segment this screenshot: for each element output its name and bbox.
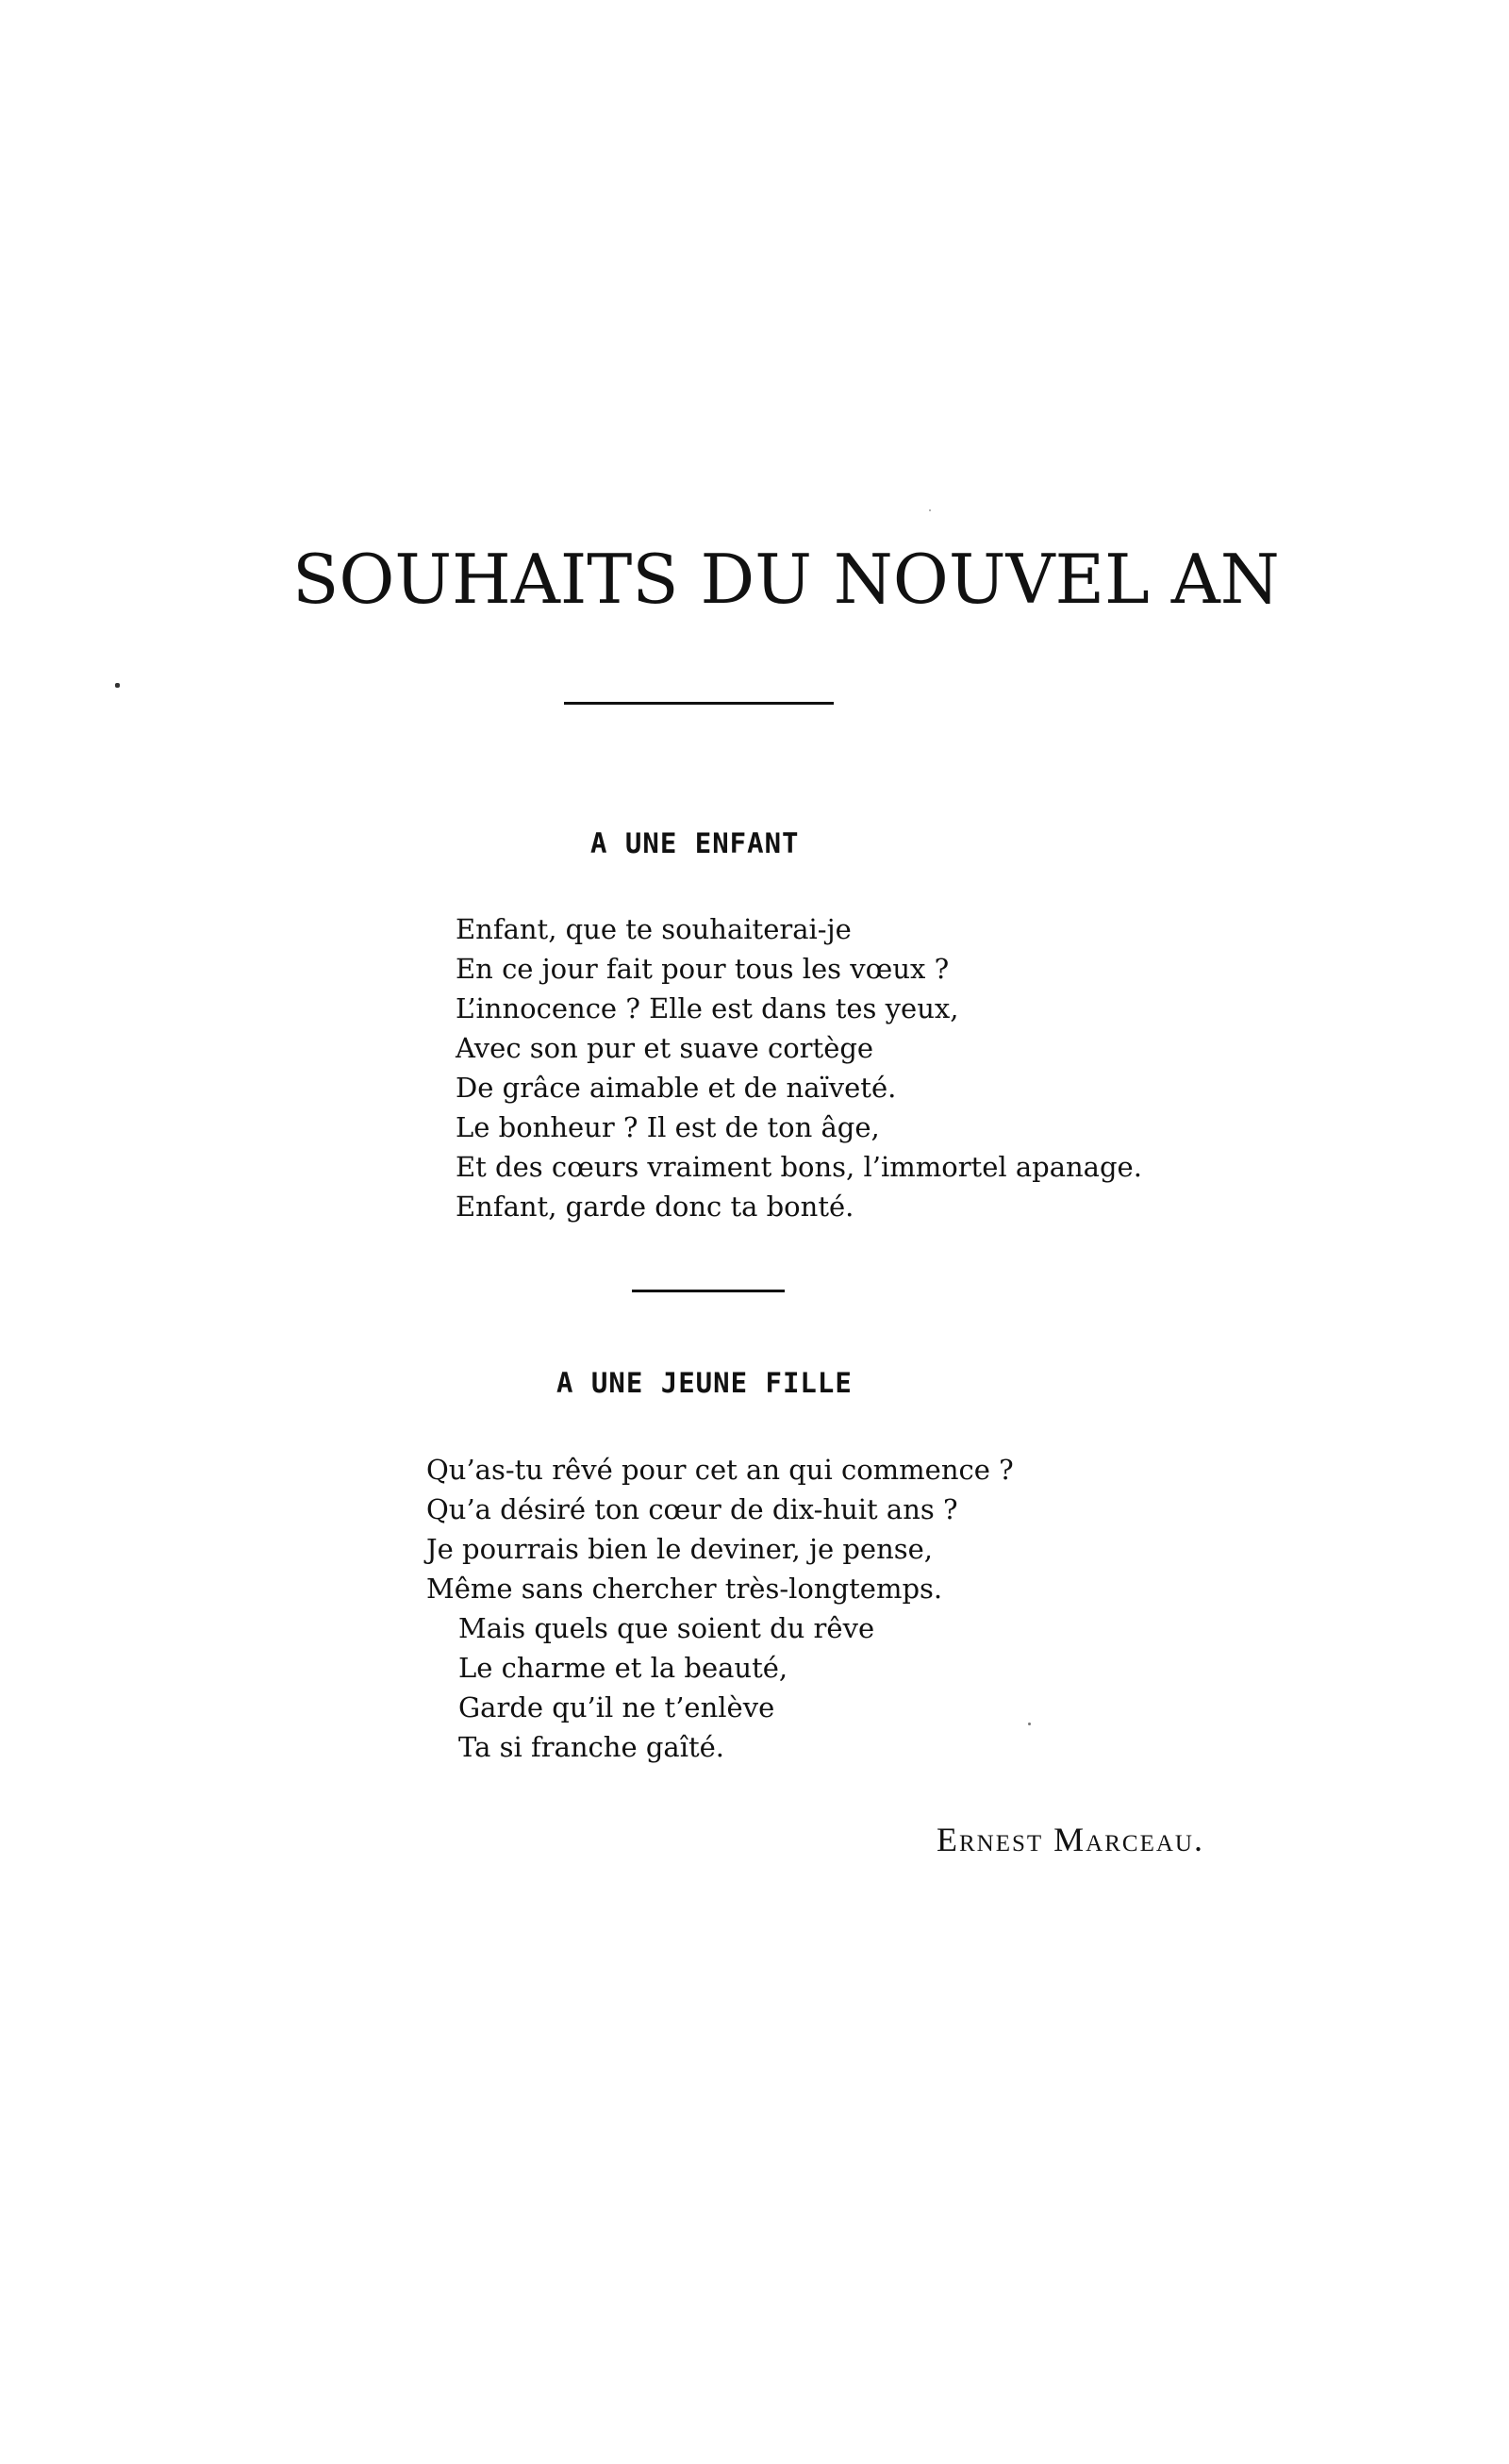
poem-enfant bbox=[456, 909, 1142, 1226]
poem-line: Qu’as-tu rêvé pour cet an qui commence ? bbox=[426, 1454, 1014, 1486]
poem-line: Qu’a désiré ton cœur de dix-huit ans ? bbox=[426, 1493, 958, 1525]
poem-line: Je pourrais bien le deviner, je pense, bbox=[426, 1533, 934, 1565]
poem-line: Le charme et la beauté, bbox=[458, 1652, 788, 1684]
poem-line: Mais quels que soient du rêve bbox=[458, 1612, 875, 1644]
section-heading-jeune-fille: A UNE JEUNE FILLE bbox=[556, 1367, 853, 1399]
poem-line: Avec son pur et suave cortège bbox=[456, 1032, 874, 1064]
ink-speck bbox=[929, 509, 931, 511]
poem-line: En ce jour fait pour tous les vœux ? bbox=[456, 953, 950, 985]
section-divider bbox=[632, 1290, 785, 1292]
ink-speck bbox=[115, 683, 120, 688]
ink-speck bbox=[1028, 1723, 1031, 1725]
page-title: SOUHAITS DU NOUVEL AN bbox=[292, 540, 1280, 619]
poem-line: Ta si franche gaîté. bbox=[458, 1731, 724, 1763]
author-signature: Ernest Marceau. bbox=[937, 1821, 1204, 1858]
poem-line: Et des cœurs vraiment bons, l’immortel apanage. bbox=[456, 1151, 1142, 1183]
poem-line: Même sans chercher très-longtemps. bbox=[426, 1573, 943, 1605]
poem-line: Enfant, que te souhaiterai-je bbox=[456, 913, 852, 945]
poem-line: De grâce aimable et de naïveté. bbox=[456, 1072, 897, 1104]
poem-line: Enfant, garde donc ta bonté. bbox=[456, 1190, 854, 1223]
title-divider bbox=[564, 702, 834, 705]
poem-line: L’innocence ? Elle est dans tes yeux, bbox=[456, 992, 959, 1024]
section-heading-enfant: A UNE ENFANT bbox=[590, 827, 800, 859]
poem-jeune-fille bbox=[426, 1450, 1014, 1767]
poem-line: Le bonheur ? Il est de ton âge, bbox=[456, 1111, 880, 1143]
poem-line: Garde qu’il ne t’enlève bbox=[458, 1691, 775, 1723]
